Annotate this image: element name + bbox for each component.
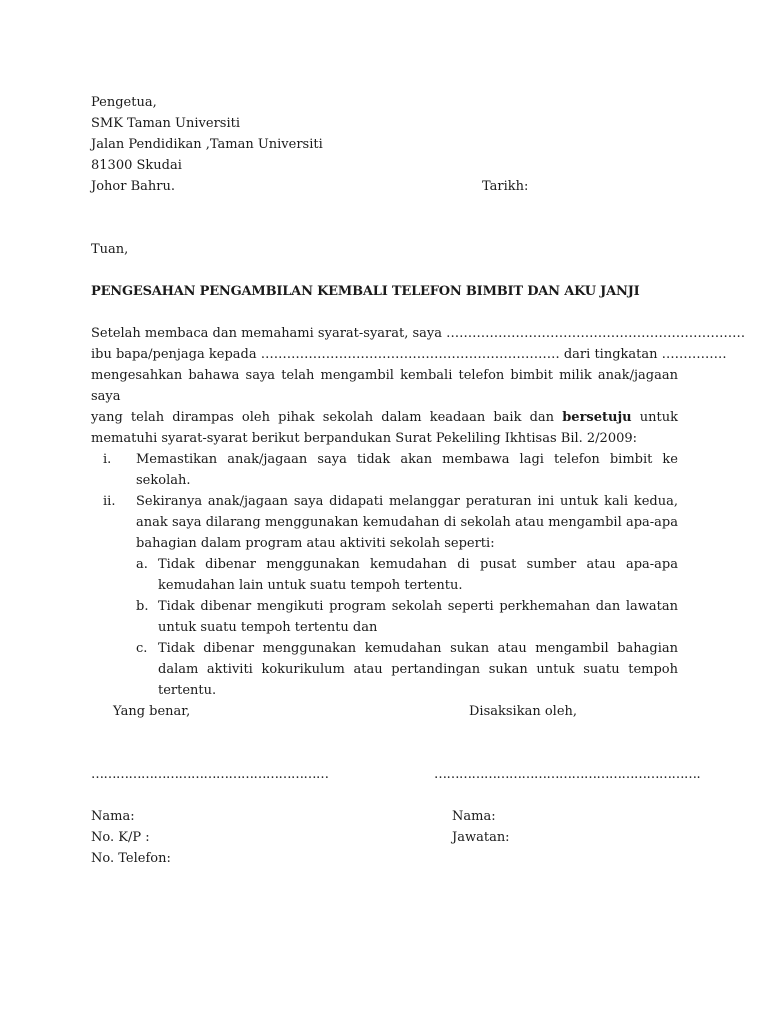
sub-item-letter: b. xyxy=(136,599,149,614)
paragraph-line-4-end: untuk xyxy=(631,410,678,425)
sub-item-letter: a. xyxy=(136,557,148,572)
list-item-text: Sekiranya anak/jagaan saya didapati melanggar peraturan ini untuk kali kedua, anak saya dilarang menggunakan kemudahan di sekolah atau mengambil apa-apa bahagian dalam program atau aktiviti sekolah seperti: xyxy=(136,494,678,551)
witness-signature-line: ………………………………………………………. xyxy=(434,767,701,782)
body-paragraph xyxy=(91,323,746,449)
witness-position-label: Jawatan: xyxy=(452,830,510,845)
address-line-2: SMK Taman Universiti xyxy=(91,116,241,131)
sub-item-letter: c. xyxy=(136,641,148,656)
paragraph-line-3: mengesahkan bahawa saya telah mengambil kembali telefon bimbit milik anak/jagaan saya xyxy=(91,368,678,404)
sub-list-item xyxy=(91,596,678,638)
paragraph-line-4 xyxy=(91,407,678,428)
letter-subject: PENGESAHAN PENGAMBILAN KEMBALI TELEFON BIMBIT DAN AKU JANJI xyxy=(91,284,640,299)
list-item xyxy=(91,491,678,554)
sub-item-text: Tidak dibenar menggunakan kemudahan sukan atau mengambil bahagian dalam aktiviti kokurikulum atau pertandingan sukan untuk suatu tempoh tertentu. xyxy=(158,641,678,698)
list-item-number: i. xyxy=(103,452,112,467)
signer-signature-line: ………………………………………………… xyxy=(91,767,329,782)
witness-label: Disaksikan oleh, xyxy=(469,704,578,719)
signer-ic-label: No. K/P : xyxy=(91,830,150,845)
signer-phone-label: No. Telefon: xyxy=(91,851,171,866)
signer-name-label: Nama: xyxy=(91,809,135,824)
paragraph-line-1: Setelah membaca dan memahami syarat-syarat, saya …………………………………………………………… xyxy=(91,326,746,341)
sub-item-text: Tidak dibenar menggunakan kemudahan di pusat sumber atau apa-apa kemudahan lain untuk suatu tempoh tertentu. xyxy=(158,557,678,593)
witness-fields xyxy=(452,806,510,848)
conditions-list xyxy=(91,449,678,701)
sub-list-item xyxy=(91,638,678,701)
sub-list-item xyxy=(91,554,678,596)
date-label: Tarikh: xyxy=(482,179,529,194)
list-item xyxy=(91,449,678,491)
address-line-4: 81300 Skudai xyxy=(91,158,182,173)
list-item-text: Memastikan anak/jagaan saya tidak akan membawa lagi telefon bimbit ke sekolah. xyxy=(136,452,678,488)
paragraph-line-2: ibu bapa/penjaga kepada …………………………………………………………… dari tingkatan …………… xyxy=(91,347,727,362)
salutation: Tuan, xyxy=(91,242,129,257)
signer-fields xyxy=(91,806,171,869)
address-line-3: Jalan Pendidikan ,Taman Universiti xyxy=(91,137,323,152)
signer-label: Yang benar, xyxy=(113,704,191,719)
address-line-1: Pengetua, xyxy=(91,95,157,110)
sub-item-text: Tidak dibenar mengikuti program sekolah seperti perkhemahan dan lawatan untuk suatu tempoh tertentu dan xyxy=(158,599,678,635)
address-line-5: Johor Bahru. xyxy=(91,179,175,194)
recipient-address xyxy=(91,92,323,197)
paragraph-line-4-start: yang telah dirampas oleh pihak sekolah dalam keadaan baik dan xyxy=(91,410,563,425)
list-item-number: ii. xyxy=(103,494,116,509)
bold-bersetuju: bersetuju xyxy=(562,410,632,425)
paragraph-line-5: mematuhi syarat-syarat berikut berpandukan Surat Pekeliling Ikhtisas Bil. 2/2009: xyxy=(91,431,638,446)
witness-name-label: Nama: xyxy=(452,809,496,824)
